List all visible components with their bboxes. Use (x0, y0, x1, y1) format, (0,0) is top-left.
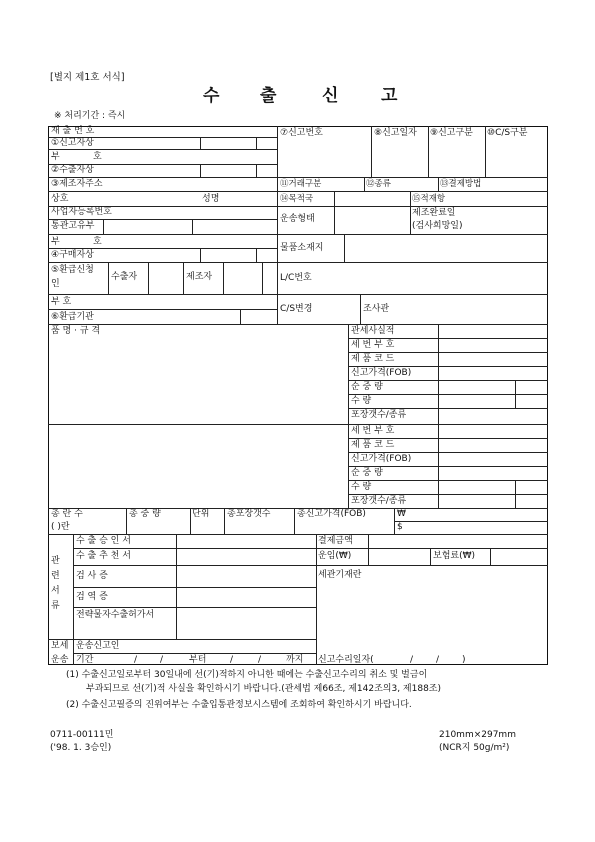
table-rule (428, 126, 429, 177)
hs-code-label-1: 세 번 부 호 (351, 340, 395, 350)
quantity-label-2: 수 량 (351, 482, 372, 492)
table-rule (73, 565, 548, 566)
table-rule (224, 508, 225, 534)
destination-label: ⑭목적국 (280, 194, 314, 204)
footnote-1a: (1) 수출신고일로부터 30일내에 선(기)적하지 아니한 때에는 수출신고수리의 취소 및 벌금이 (66, 670, 428, 680)
product-code-label-2: 제 품 코 드 (351, 440, 395, 450)
table-rule (73, 587, 316, 588)
company-name-label: 상호 (51, 194, 69, 204)
customs-notes-label: 세관기재란 (318, 570, 362, 580)
title-char-1: 수 (203, 86, 220, 106)
table-rule (48, 262, 548, 263)
manufacturer-address-label: ③제조자주소 (51, 179, 103, 189)
period-label: 기간 (76, 655, 94, 665)
table-rule (348, 408, 548, 409)
customs-broker-label: 관세사실적 (351, 326, 395, 336)
buyer-label: ④구매자상 (51, 250, 94, 260)
table-rule (240, 309, 241, 324)
table-rule (176, 534, 177, 639)
table-rule (277, 177, 548, 178)
code-ho-label-1: 호 (93, 152, 102, 162)
period-from-label: 부터 (189, 655, 207, 665)
code-label-3: 부 호 (51, 297, 72, 307)
table-rule (360, 294, 361, 324)
refund-maker-label: 제조자 (186, 272, 213, 282)
table-rule (48, 248, 277, 249)
refund-exporter-label: 수출자 (111, 272, 138, 282)
dollar-symbol: $ (397, 522, 403, 532)
table-rule (348, 466, 548, 467)
net-weight-label-1: 순 중 량 (351, 382, 383, 392)
table-rule (348, 324, 349, 508)
table-rule (438, 324, 439, 508)
business-no-label: 사업자등록번호 (51, 207, 112, 217)
total-price-label: 총신고가격(FOB) (297, 509, 366, 519)
customs-id-label: 통관고유부 (51, 221, 95, 231)
packages-label-2: 포장갯수/종류 (351, 496, 407, 506)
form-id: [별지 제1호 서식] (50, 72, 125, 83)
total-lines-suffix: ( )란 (51, 522, 70, 532)
table-rule (430, 548, 431, 565)
related-docs-char-3: 서 (51, 586, 60, 596)
processing-period: ※ 처리기간 : 즉시 (54, 111, 126, 121)
table-rule (490, 548, 491, 565)
table-rule (183, 262, 184, 294)
title-char-4: 고 (381, 86, 398, 106)
table-rule (256, 137, 257, 149)
table-rule (371, 126, 372, 177)
transport-mode-label: 운송형태 (280, 214, 315, 224)
bonded-label-1: 보세 (51, 641, 69, 651)
table-rule (223, 262, 224, 294)
table-rule (48, 177, 277, 178)
table-rule (73, 534, 74, 665)
table-rule (515, 380, 516, 408)
table-rule (103, 219, 104, 234)
table-rule (126, 508, 127, 534)
won-symbol: ₩ (397, 509, 406, 519)
table-rule (348, 438, 548, 439)
table-rule (48, 324, 548, 325)
table-rule (438, 177, 439, 191)
period-slash-4: / (258, 655, 262, 665)
transport-reporter-label: 운송신고인 (76, 641, 120, 651)
table-rule (348, 380, 548, 381)
table-rule (48, 219, 277, 220)
cs-change-label: C/S변경 (280, 304, 313, 314)
title-char-3: 신 (322, 86, 339, 106)
table-rule (256, 164, 257, 177)
table-rule (348, 452, 548, 453)
unit-label: 단위 (192, 509, 210, 519)
table-rule (48, 309, 277, 310)
paper-type: (NCR지 50g/m²) (439, 743, 510, 753)
report-date-label: ⑧신고일자 (374, 128, 417, 138)
table-rule (48, 149, 277, 150)
approval-date: ('98. 1. 3승인) (50, 743, 112, 753)
period-slash-2: / (160, 655, 164, 665)
total-packages-label: 총포장갯수 (227, 509, 271, 519)
acceptance-slash-2: / (436, 655, 440, 665)
table-rule (294, 508, 295, 534)
table-rule (348, 494, 548, 495)
strategic-export-permit-doc: 전략물자수출허가서 (76, 610, 155, 620)
report-type-label: ⑨신고구분 (430, 128, 473, 138)
paper-size: 210mm×297mm (439, 730, 516, 740)
table-rule (368, 534, 369, 565)
cs-type-label: ⑩C/S구분 (487, 128, 528, 138)
table-rule (148, 262, 149, 294)
period-slash-3: / (230, 655, 234, 665)
goods-location-label: 물품소재지 (280, 243, 324, 253)
declared-price-label-2: 신고가격(FOB) (351, 454, 412, 464)
exporter-label: ②수출자상 (51, 165, 94, 175)
table-rule (48, 234, 548, 235)
table-rule (334, 191, 335, 234)
table-rule (364, 177, 365, 191)
declared-price-label-1: 신고가격(FOB) (351, 368, 412, 378)
table-rule (316, 534, 317, 665)
inspection-date-label: (검사희망일) (412, 221, 463, 231)
table-rule (48, 424, 548, 425)
title-char-2: 출 (260, 86, 277, 106)
refund-applicant-label: ⑤환급신청 (51, 265, 94, 275)
table-rule (48, 534, 548, 535)
report-no-top-label: 재 출 번 호 (51, 126, 95, 136)
code-bu-label-2: 부 (51, 237, 60, 247)
acceptance-date-label: 신고수리일자( (318, 655, 374, 665)
export-recommendation-doc: 수 출 추 천 서 (76, 551, 131, 561)
refund-applicant-label-2: 인 (51, 279, 60, 289)
table-rule (256, 248, 257, 262)
footnote-2: (2) 수출신고필증의 진위여부는 수출입통관정보시스템에 조회하여 확인하시기 바랍니다. (66, 700, 412, 710)
freight-label: 운임(₩) (318, 551, 352, 561)
form-code: 0711-00111민 (50, 730, 114, 740)
table-rule (344, 234, 345, 262)
table-rule (348, 338, 548, 339)
net-weight-label-2: 순 중 량 (351, 468, 383, 478)
mfg-complete-label: 제조완료일 (412, 208, 456, 218)
table-rule (348, 352, 548, 353)
bonded-label-2: 운송 (51, 655, 69, 665)
product-code-label-1: 제 품 코 드 (351, 354, 395, 364)
table-rule (200, 248, 201, 262)
reporter-label: ①신고자상 (51, 138, 94, 148)
table-rule (348, 366, 548, 367)
table-rule (200, 137, 201, 149)
related-docs-char-4: 류 (51, 601, 60, 611)
table-rule (262, 262, 263, 294)
table-rule (515, 480, 516, 508)
table-rule (48, 294, 548, 295)
loading-port-label: ⑮적재항 (412, 194, 446, 204)
acceptance-paren-close: ) (462, 655, 466, 665)
quarantine-cert-doc: 검 역 증 (76, 592, 108, 602)
table-rule (108, 262, 109, 294)
period-to-label: 까지 (286, 655, 304, 665)
total-lines-label: 총 란 수 (51, 509, 83, 519)
inspection-cert-doc: 검 사 증 (76, 571, 108, 581)
table-rule (394, 521, 548, 522)
packages-label-1: 포장갯수/종류 (351, 410, 407, 420)
table-rule (48, 639, 316, 640)
table-rule (73, 607, 316, 608)
acceptance-slash-1: / (410, 655, 414, 665)
report-number-label: ⑦신고번호 (280, 128, 323, 138)
payment-amount-label: 결제금액 (318, 536, 353, 546)
table-rule (485, 126, 486, 177)
period-slash-1: / (134, 655, 138, 665)
item-spec-label: 품 명 · 규 격 (51, 326, 101, 336)
table-rule (73, 548, 548, 549)
refund-office-label: ⑥환급기관 (51, 312, 94, 322)
table-rule (348, 394, 548, 395)
lc-number-label: L/C번호 (280, 273, 312, 283)
table-rule (190, 508, 191, 534)
export-approval-doc: 수 출 승 인 서 (76, 536, 131, 546)
table-rule (73, 653, 316, 654)
table-rule (410, 191, 411, 234)
hs-code-label-2: 세 번 부 호 (351, 426, 395, 436)
total-weight-label: 총 중 량 (129, 509, 161, 519)
related-docs-char-2: 련 (51, 571, 60, 581)
quantity-label-1: 수 량 (351, 396, 372, 406)
table-rule (48, 206, 548, 207)
inspector-label: 조사관 (363, 304, 390, 314)
footnote-1b: 부과되므로 선(기)적 사실을 확인하시기 바랍니다.(관세법 제66조, 제142조의3, 제188조) (86, 684, 442, 694)
representative-label: 성명 (202, 194, 220, 204)
trade-type-label: ⑪거래구분 (280, 179, 322, 189)
table-rule (200, 164, 201, 177)
kind-label: ⑫종류 (366, 179, 391, 189)
table-rule (348, 480, 548, 481)
table-rule (192, 219, 193, 234)
related-docs-char-1: 관 (51, 556, 60, 566)
table-rule (48, 191, 548, 192)
payment-method-label: ⑬결제방법 (440, 179, 482, 189)
code-bu-label-1: 부 (51, 152, 60, 162)
code-ho-label-2: 호 (93, 237, 102, 247)
insurance-label: 보험료(₩) (433, 551, 476, 561)
table-rule (277, 126, 278, 324)
table-rule (394, 508, 395, 534)
